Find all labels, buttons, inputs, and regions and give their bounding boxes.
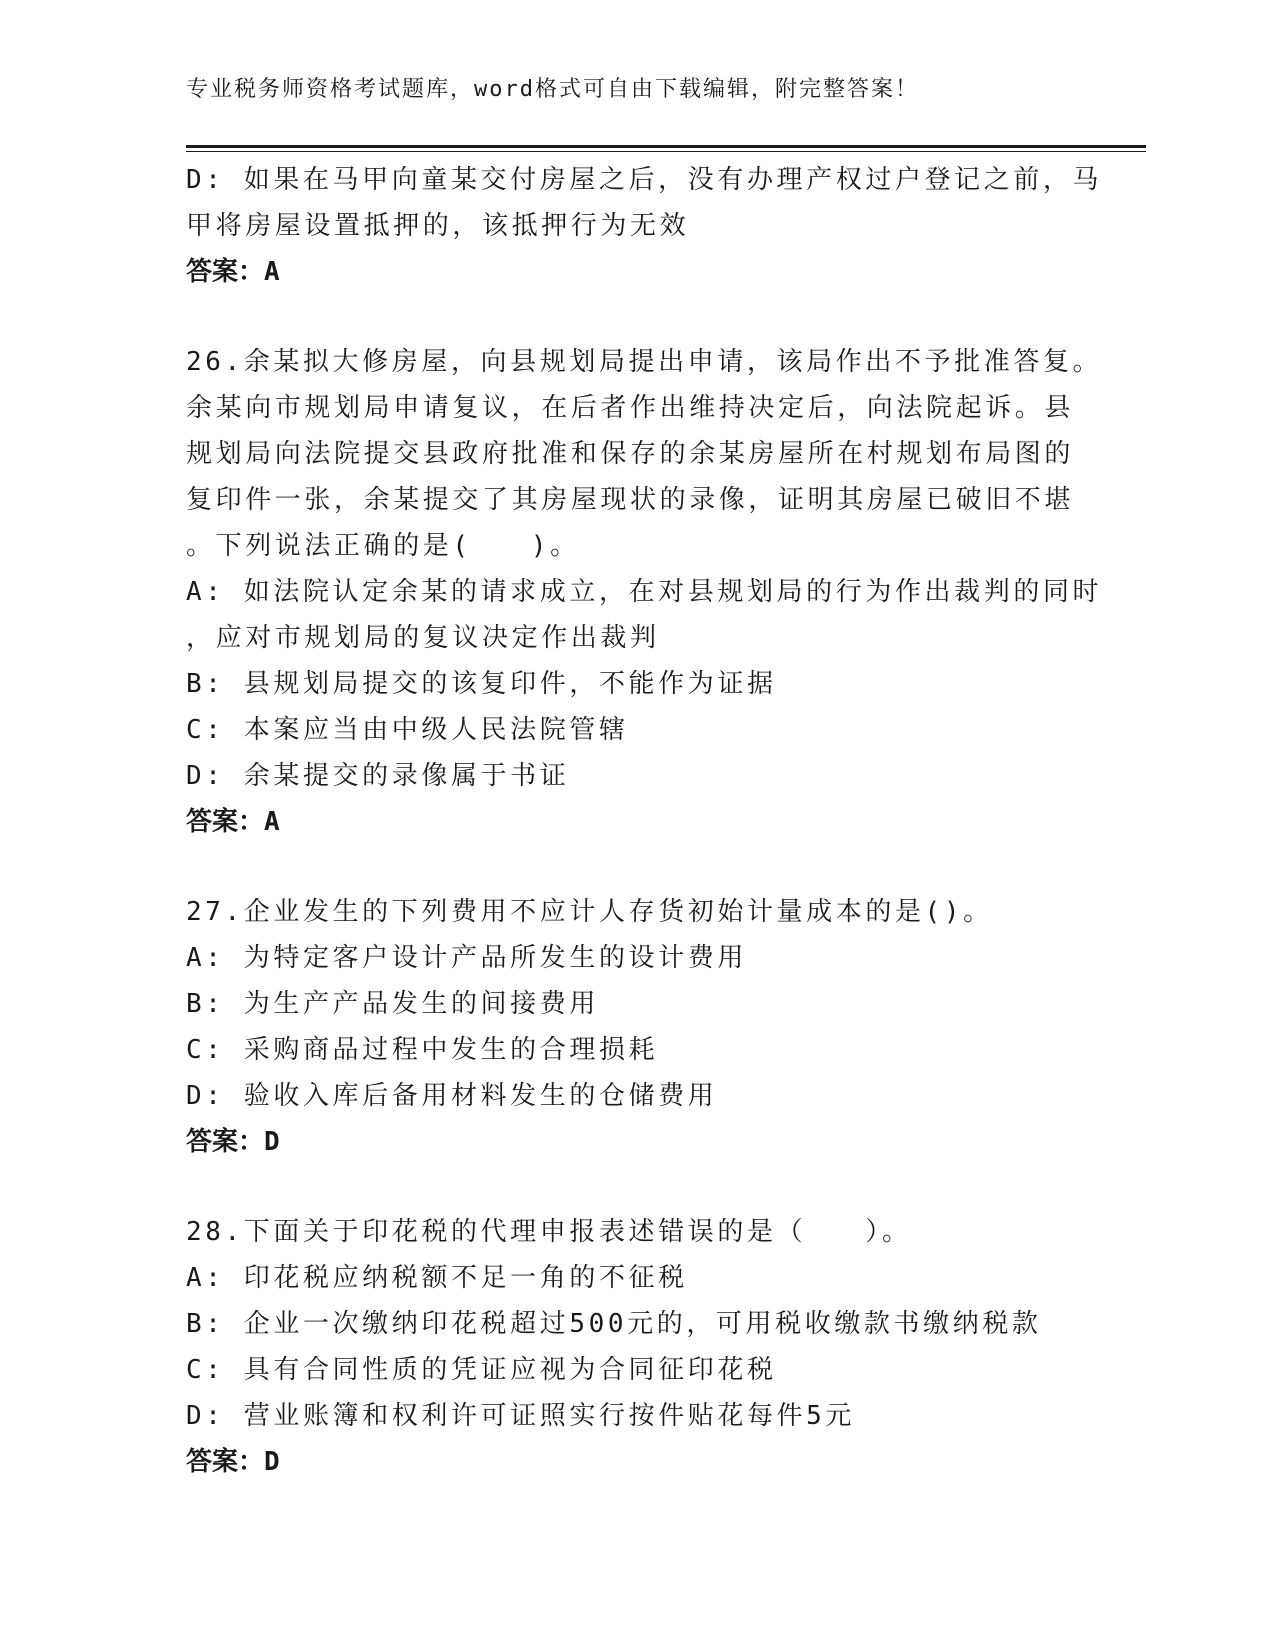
answer-line: 答案：A — [186, 807, 280, 837]
page-header: 专业税务师资格考试题库，word格式可自由下载编辑，附完整答案！ — [186, 77, 919, 102]
option-line: ，应对市规划局的复议决定作出裁判 — [186, 623, 660, 653]
question-content — [186, 157, 1103, 1485]
question-line: 余某向市规划局申请复议，在后者作出维持决定后，向法院起诉。县 — [186, 393, 1075, 423]
option-line: C: 具有合同性质的凭证应视为合同征印花税 — [186, 1355, 777, 1385]
option-line: C: 本案应当由中级人民法院管辖 — [186, 715, 629, 745]
question-block-27 — [186, 889, 1086, 1165]
question-line: 。下列说法正确的是( )。 — [186, 531, 580, 561]
question-line: 26.余某拟大修房屋，向县规划局提出申请，该局作出不予批准答复。 — [186, 347, 1103, 377]
option-line: D: 验收入库后备用材料发生的仓储费用 — [186, 1081, 718, 1111]
header-rule-thick — [186, 145, 1146, 148]
option-line: C: 采购商品过程中发生的合理损耗 — [186, 1035, 659, 1065]
option-line: D: 如果在马甲向童某交付房屋之后，没有办理产权过户登记之前，马 — [186, 165, 1103, 195]
option-line: B: 为生产产品发生的间接费用 — [186, 989, 599, 1019]
option-line: D: 营业账簿和权利许可证照实行按件贴花每件5元 — [186, 1401, 856, 1431]
question-line: 规划局向法院提交县政府批准和保存的余某房屋所在村规划布局图的 — [186, 439, 1075, 469]
option-line: B: 企业一次缴纳印花税超过500元的，可用税收缴款书缴纳税款 — [186, 1309, 1042, 1339]
header-rule-thin — [186, 151, 1146, 152]
question-block-26 — [186, 339, 1103, 845]
answer-line: 答案：A — [186, 257, 280, 287]
option-line: D: 余某提交的录像属于书证 — [186, 761, 570, 791]
question-block-25-tail — [186, 157, 1103, 295]
answer-line: 答案：D — [186, 1447, 280, 1477]
option-line: B: 县规划局提交的该复印件，不能作为证据 — [186, 669, 777, 699]
option-line: A: 为特定客户设计产品所发生的设计费用 — [186, 943, 747, 973]
option-line: A: 印花税应纳税额不足一角的不征税 — [186, 1263, 688, 1293]
question-line: 27.企业发生的下列费用不应计人存货初始计量成本的是()。 — [186, 897, 993, 927]
answer-line: 答案：D — [186, 1127, 280, 1157]
question-block-28 — [186, 1209, 1086, 1485]
option-line: A: 如法院认定余某的请求成立，在对县规划局的行为作出裁判的同时 — [186, 577, 1103, 607]
question-line: 复印件一张，余某提交了其房屋现状的录像，证明其房屋已破旧不堪 — [186, 485, 1075, 515]
option-line: 甲将房屋设置抵押的，该抵押行为无效 — [186, 211, 690, 241]
question-line: 28.下面关于印花税的代理申报表述错误的是（ ）。 — [186, 1217, 912, 1247]
